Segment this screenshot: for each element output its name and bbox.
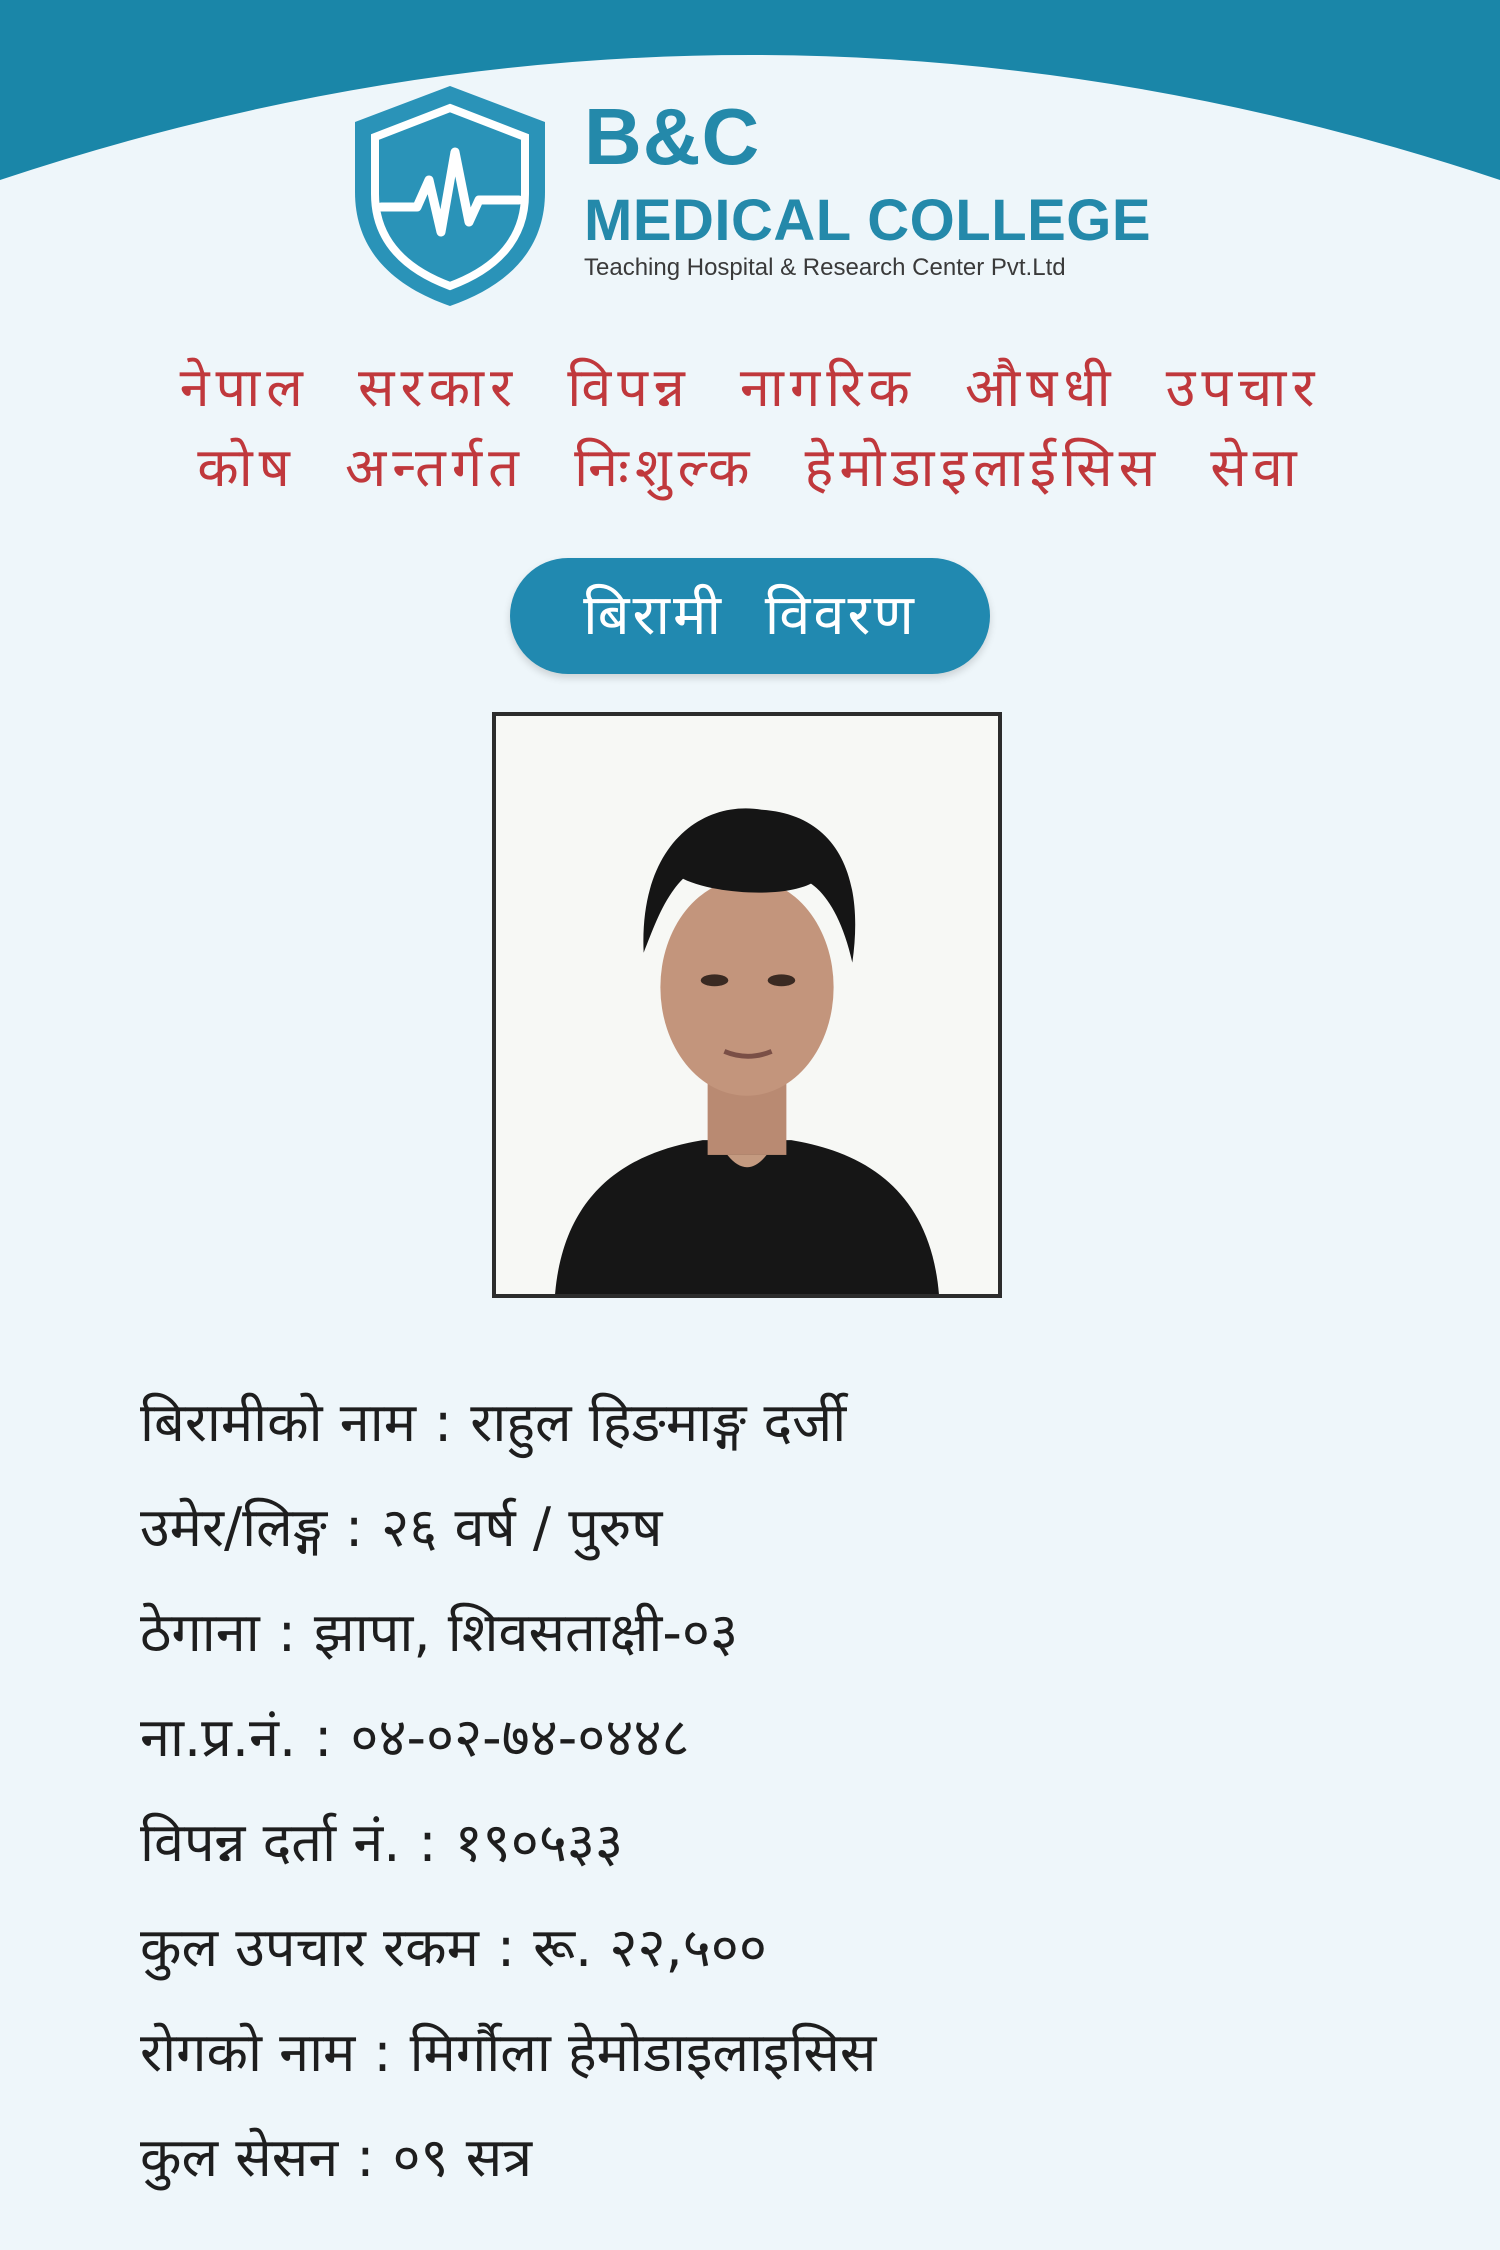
- amount-value: रू. २२,५००: [533, 1916, 767, 1979]
- address-row: ठेगाना : झापा, शिवसताक्षी-०३: [140, 1601, 739, 1664]
- scheme-title-line-2: कोष अन्तर्गत निःशुल्क हेमोडाइलाईसिस सेवा: [197, 436, 1303, 499]
- patient-name-label: बिरामीको नाम: [140, 1391, 417, 1454]
- age-gender-row: उमेर/लिङ्ग : २६ वर्ष / पुरुष: [140, 1496, 663, 1559]
- patient-name-row: बिरामीको नाम : राहुल हिङमाङ्ग दर्जी: [140, 1391, 847, 1454]
- registration-row: विपन्न दर्ता नं. : १९०५३३: [140, 1811, 624, 1874]
- heartbeat-shield-icon: [345, 82, 555, 310]
- brand-subtitle: MEDICAL COLLEGE: [584, 188, 1152, 253]
- sessions-row: कुल सेसन : ०९ सत्र: [140, 2126, 533, 2189]
- disease-row: रोगको नाम : मिर्गौला हेमोडाइलाइसिस: [140, 2021, 877, 2084]
- sessions-label: कुल सेसन: [140, 2126, 339, 2189]
- amount-label: कुल उपचार रकम: [140, 1916, 479, 1979]
- registration-label: विपन्न दर्ता नं.: [140, 1811, 401, 1874]
- amount-row: कुल उपचार रकम : रू. २२,५००: [140, 1916, 767, 1979]
- address-value: झापा, शिवसताक्षी-०३: [313, 1601, 739, 1664]
- patient-name-value: राहुल हिङमाङ्ग दर्जी: [470, 1391, 847, 1454]
- disease-value: मिर्गौला हेमोडाइलाइसिस: [409, 2021, 877, 2084]
- patient-details: [140, 1370, 876, 2210]
- registration-value: १९०५३३: [454, 1811, 624, 1874]
- patient-photo-image: [496, 716, 998, 1294]
- citizenship-value: ०४-०२-७४-०४४८: [350, 1706, 690, 1769]
- citizenship-label: ना.प्र.नं.: [140, 1706, 297, 1769]
- age-gender-label: उमेर/लिङ्ग: [140, 1496, 327, 1559]
- sessions-value: ०९ सत्र: [392, 2126, 533, 2189]
- disease-label: रोगको नाम: [140, 2021, 356, 2084]
- patient-photo: [492, 712, 1002, 1298]
- section-title-pill: बिरामी विवरण: [510, 558, 990, 674]
- address-label: ठेगाना: [140, 1601, 260, 1664]
- brand-title: B&C: [584, 92, 761, 181]
- scheme-title-line-1: नेपाल सरकार विपन्न नागरिक औषधी उपचार: [179, 356, 1321, 419]
- citizenship-row: ना.प्र.नं. : ०४-०२-७४-०४४८: [140, 1706, 690, 1769]
- brand-tagline: Teaching Hospital & Research Center Pvt.Ltd: [584, 254, 1066, 281]
- age-gender-value: २६ वर्ष / पुरुष: [381, 1496, 663, 1559]
